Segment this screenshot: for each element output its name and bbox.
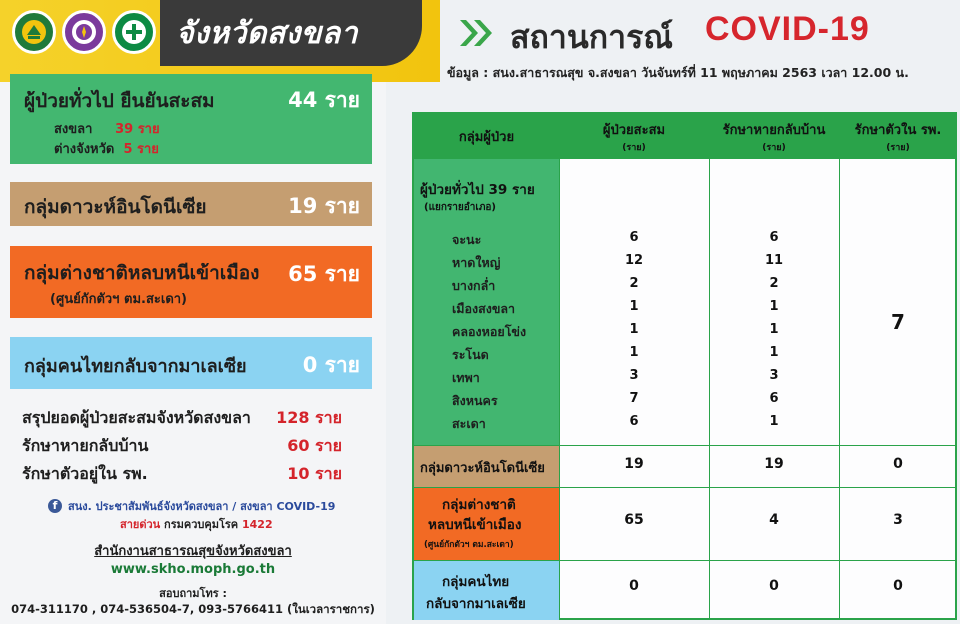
table-header-recovered (709, 114, 839, 158)
dawah-in-hospital: 0 (893, 456, 903, 472)
inquiry-label: สอบถามโทร : (159, 587, 227, 600)
header-banner (0, 0, 440, 82)
table-header-hospital (839, 114, 957, 158)
district-name: สะเดา (452, 416, 486, 431)
malaysia-card (10, 337, 372, 389)
district-name: เทพา (452, 370, 480, 385)
district-name: สิงหนคร (452, 393, 498, 408)
recovered-value: 60 ราย (287, 436, 342, 455)
header-group-label: กลุ่มผู้ป่วย (458, 129, 515, 145)
district-name: บางกล่ำ (452, 278, 496, 293)
public-health-seal-icon (112, 10, 156, 54)
district-name: ระโนด (452, 347, 489, 362)
district-recovered: 1 (769, 345, 779, 360)
table-header-group (414, 114, 559, 158)
province-seal-icon (12, 10, 56, 54)
migrant-recovered: 4 (769, 512, 779, 528)
district-recovered: 1 (769, 414, 779, 429)
district-cumulative: 2 (629, 276, 639, 291)
header-recovered-label: รักษาหายกลับบ้าน (722, 122, 826, 138)
migrant-card (10, 246, 372, 318)
hospital-value: 10 ราย (287, 464, 342, 483)
dawah-card-count: 19 ราย (288, 194, 360, 218)
situation-title: สถานการณ์ (510, 18, 673, 56)
malaysia-cumulative: 0 (629, 578, 639, 594)
district-cumulative: 1 (629, 345, 639, 360)
other-province-line (54, 138, 159, 159)
ministry-seal-icon (62, 10, 106, 54)
general-group-label: ผู้ป่วยทั่วไป 39 ราย (420, 182, 535, 198)
dawah-recovered: 19 (764, 456, 784, 472)
header-cumulative-unit: (ราย) (622, 142, 646, 153)
songkhla-label: สงขลา (54, 122, 93, 137)
grid-line (559, 114, 560, 618)
facebook-line[interactable]: สนง. ประชาสัมพันธ์จังหวัดสงขลา / สงขลา COVID-19 (68, 500, 336, 513)
website-link[interactable]: www.skho.moph.go.th (110, 562, 276, 577)
malaysia-in-hospital: 0 (893, 578, 903, 594)
dawah-row-label: กลุ่มดาวะห์อินโดนีเซีย (420, 461, 545, 476)
migrant-in-hospital: 3 (893, 512, 903, 528)
district-recovered: 1 (769, 299, 779, 314)
dawah-card-title: กลุ่มดาวะห์อินโดนีเซีย (24, 196, 207, 218)
grid-line (709, 114, 710, 618)
migrant-cumulative: 65 (624, 512, 644, 528)
district-cumulative: 12 (624, 253, 644, 268)
malaysia-card-title: กลุ่มคนไทยกลับจากมาเลเซีย (24, 356, 247, 377)
district-table (412, 112, 957, 620)
district-cumulative: 1 (629, 299, 639, 314)
district-name: คลองหอยโข่ง (452, 324, 527, 339)
songkhla-value: 39 ราย (115, 122, 160, 137)
district-cumulative: 6 (629, 414, 639, 429)
dawah-card (10, 182, 372, 226)
district-name: เมืองสงขลา (452, 301, 516, 316)
migrant-row-label-2: หลบหนีเข้าเมือง (428, 517, 522, 533)
general-in-hospital: 7 (891, 310, 905, 334)
grid-line (414, 445, 955, 446)
migrant-card-count: 65 ราย (288, 262, 360, 286)
grid-line (414, 158, 955, 159)
double-chevron-icon (458, 18, 496, 48)
facebook-icon: f (48, 499, 62, 513)
district-name: หาดใหญ่ (452, 255, 501, 270)
office-name: สำนักงานสาธารณสุขจังหวัดสงขลา (94, 544, 292, 559)
dawah-cumulative: 19 (624, 456, 644, 472)
songkhla-line (54, 118, 160, 139)
district-recovered: 1 (769, 322, 779, 337)
district-recovered: 3 (769, 368, 779, 383)
migrant-card-title: กลุ่มต่างชาติหลบหนีเข้าเมือง (24, 262, 260, 284)
grid-line (839, 114, 840, 618)
province-title: จังหวัดสงขลา (176, 16, 359, 51)
hotline-line (120, 515, 273, 533)
general-patients-card (10, 74, 372, 164)
header-hospital-label: รักษาตัวใน รพ. (854, 122, 942, 138)
district-cumulative: 3 (629, 368, 639, 383)
migrant-group-cell (414, 487, 559, 560)
malaysia-row-label-1: กลุ่มคนไทย (442, 574, 510, 590)
grid-line (414, 560, 955, 561)
other-province-label: ต่างจังหวัด (54, 142, 115, 157)
malaysia-recovered: 0 (769, 578, 779, 594)
recovered-label: รักษาหายกลับบ้าน (22, 436, 149, 455)
malaysia-group-cell (414, 560, 559, 620)
district-recovered: 6 (769, 391, 779, 406)
table-header-cumulative (559, 114, 709, 158)
source-line: ข้อมูล : สนง.สาธารณสุข จ.สงขลา วันจันทร์ที่ 11 พฤษภาคม 2563 เวลา 12.00 น. (447, 65, 909, 80)
malaysia-row-label-2: กลับจากมาเลเซีย (426, 596, 526, 612)
header-hospital-unit: (ราย) (886, 142, 910, 153)
general-card-title: ผู้ป่วยทั่วไป ยืนยันสะสม (24, 90, 215, 112)
migrant-card-subtitle: (ศูนย์กักตัวฯ ตม.สะเดา) (50, 292, 188, 307)
hotline-text: กรมควบคุมโรค (164, 518, 239, 531)
header-recovered-unit: (ราย) (762, 142, 786, 153)
header-cumulative-label: ผู้ป่วยสะสม (602, 122, 666, 138)
general-card-count: 44 ราย (288, 88, 360, 112)
dawah-group-cell (414, 445, 559, 487)
migrant-row-label-1: กลุ่มต่างชาติ (442, 497, 516, 513)
district-cumulative: 6 (629, 230, 639, 245)
logo-group (12, 10, 156, 54)
hotline-label: สายด่วน (120, 518, 161, 531)
migrant-row-sub: (ศูนย์กักตัวฯ ตม.สะเดา) (424, 540, 514, 550)
district-cumulative: 1 (629, 322, 639, 337)
total-value: 128 ราย (276, 408, 342, 427)
district-name: จะนะ (452, 232, 482, 247)
general-group-sublabel: (แยกรายอำเภอ) (424, 202, 496, 213)
covid-title: COVID-19 (705, 10, 870, 48)
phone-numbers: 074-311170 , 074-536504-7, 093-5766411 (ในเวลาราชการ) (11, 602, 375, 616)
grid-line (414, 487, 955, 488)
district-recovered: 2 (769, 276, 779, 291)
hotline-number: 1422 (242, 518, 273, 531)
other-province-value: 5 ราย (123, 142, 159, 157)
total-label: สรุปยอดผู้ป่วยสะสมจังหวัดสงขลา (22, 408, 251, 427)
district-recovered: 11 (764, 253, 784, 268)
district-cumulative: 7 (629, 391, 639, 406)
malaysia-card-count: 0 ราย (302, 353, 360, 377)
hospital-label: รักษาตัวอยู่ใน รพ. (22, 464, 148, 483)
district-recovered: 6 (769, 230, 779, 245)
